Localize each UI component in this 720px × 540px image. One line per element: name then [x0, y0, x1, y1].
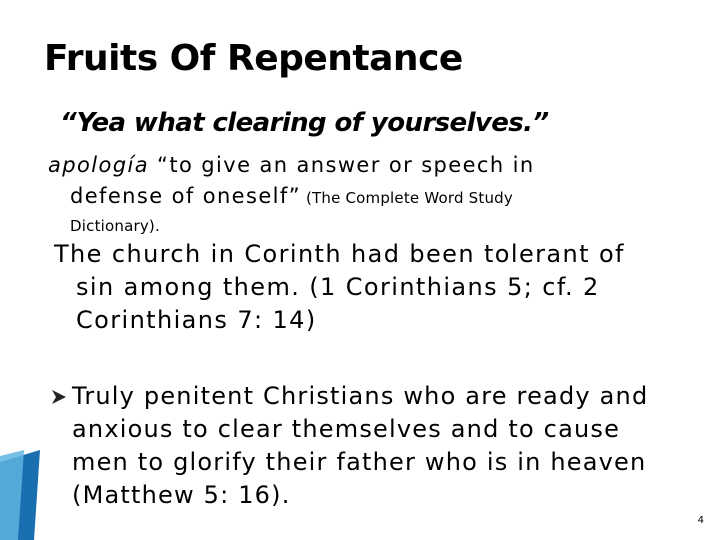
slide-title: Fruits Of Repentance [44, 38, 463, 79]
church-line-3: Corinthians 7: 14) [76, 306, 317, 334]
definition-text-2: defense of oneself” [70, 184, 301, 208]
source-text-2: Dictionary). [70, 217, 160, 235]
corner-decoration [0, 450, 60, 540]
source-text-1: (The Complete Word Study [300, 189, 513, 207]
arrow-bullet-icon [50, 388, 68, 406]
church-line-1: The church in Corinth had been tolerant of [54, 240, 625, 268]
bullet-line-1: Truly penitent Christians who are ready and [72, 382, 649, 410]
page-number: 4 [697, 515, 704, 526]
church-paragraph [54, 238, 674, 337]
apologia-definition [48, 150, 648, 238]
definition-text-1: “to give an answer or speech in [148, 153, 535, 177]
bullet-line-4: (Matthew 5: 16). [72, 481, 291, 509]
slide-quote: “Yea what clearing of yourselves.” [60, 108, 549, 138]
church-line-2: sin among them. (1 Corinthians 5; cf. 2 [76, 273, 600, 301]
definition-line-2 [48, 181, 648, 214]
bullet-line-2: anxious to clear themselves and to cause [72, 415, 621, 443]
apologia-term: apología [48, 153, 149, 177]
bullet-line-3: men to glorify their father who is in heaven [72, 448, 647, 476]
bullet-item [50, 380, 690, 512]
